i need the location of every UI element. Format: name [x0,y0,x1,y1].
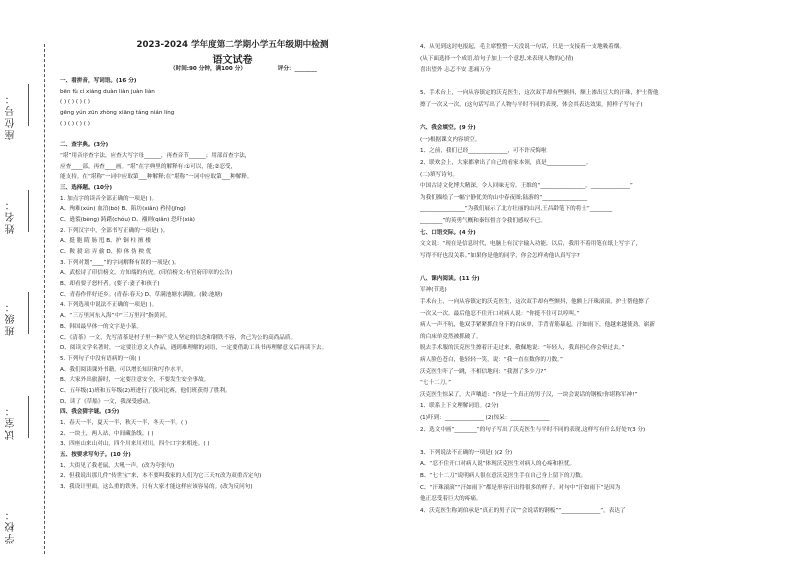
margin-label-class: 班级： [6,300,17,336]
exam-title: 2023-2024 学年度第二学期小学五年级期中检测 [136,40,329,50]
right-line: 2、选文中画“________”的句子写出了沃克医生与平时不同的表现,这样写有什么好处?(3 分) [420,426,646,433]
right-line: 喜出望外 忐忑不安 悲痛万分 [420,67,491,74]
right-line: B、“七十二刀”说明病人很在意沃克医生手在自己身上留下的刀数。 [420,472,587,479]
binding-dashline [44,44,45,554]
right-line: 他正忍受着巨大的疼痛。 [420,496,482,503]
left-line: bēn fù cí xiáng duàn liàn juàn liàn [60,88,155,95]
left-line: ( ) ( ) ( ) ( ) [60,120,90,127]
left-line: C、《清茶》一文，先写清茶是村子里一种产党人坚定的信念和钢铁不容，舍己为公的高尚品质。 [60,334,297,341]
right-line: 文文说：“现在是信息时代，电脑上有汉字输入功能，以后，我用不着用笔在纸上写字了， [420,241,642,248]
right-line: ________”的英勇气概和秦钰督言令我们感叹不已。 [420,217,546,224]
right-line [420,77,765,89]
margin-label-name: 姓名： [6,198,17,234]
left-line: A、我们阅读课外书籍，可以增长知识和写作水平。 [60,366,187,373]
right-line: 写得不好也没关系。”如果你是他的同学，你会怎样劝他认真写字? [420,252,580,259]
left-line: 三、选择题。(10分) [60,184,113,191]
margin-line [28,292,29,334]
left-line: 一、看拼音，写词语。(16 分) [60,78,137,84]
score-label: 评分：________ [277,66,317,72]
margin-line [28,84,29,126]
left-line: 能支持。在“堪称”一词中应取第___种解释;在“堪称”一词中应取第___种解释。 [60,174,253,181]
left-line: B、大家外出旅游时，一定要注意安全，不要发生安全事故。 [60,377,210,384]
right-line: 脱去手术服的沃克医生擦着汗走过来，敬佩地说：“年轻人，我真担心你会晕过去。” [420,345,625,352]
left-line: 二、查字典。(3分) [60,142,109,149]
left-line: A、挺 胞 隋 肠 甩 B、护 铜 柱 擅 楼 [60,238,151,245]
right-line: 4、沃克医生称刘伯承是“真正的男子汉”“会说话的钢板”“______________”，表达了 [420,507,626,514]
left-line: ( ) ( ) ( ) ( ) [60,99,90,106]
right-line: ________________”为我们展示了北方壮丽的山河,王昌龄笔下的将士“________ [420,206,613,213]
right-line: 中国古诗文化博大精深，令人回味无穷。王维的“________________，______________” [420,183,633,190]
left-line: 4. 下列选项中说法不正确的一项是( )。 [60,302,158,309]
left-line: B、韩国最早体一的文字是小篆。 [60,323,143,330]
right-line: A、“忍不住开口对病人说”体现沃克医生对病人的心疼和担忧。 [420,461,576,468]
right-line: (二)填写诗句。 [420,171,458,178]
left-line: A、武松诗了印信榜文，方知端的有虎。(印信榜文:有官府印章的公告) [60,270,233,277]
right-line: 2、联欢会上，大家都拿出了自己的看家本领，真是______________。 [420,159,592,166]
left-line: 3、我设计里面，这么重的铁务，只有大家才能这样应该容易的。(改为反问句) [60,484,253,491]
margin-label-seat: 座位号： [6,92,17,140]
left-line: C、五年级(1)班和五年级(2)班进行了拔河比赛，他们班获得了胜利。 [60,387,231,394]
right-line: 八、课内阅读。(11 分) [420,275,480,282]
right-line: 病人脸色苍白，他轻轻一笑，说：“我一直在数你的刀数。” [420,357,563,364]
right-line: 六、我会填空。(9 分) [420,125,476,132]
left-line: 2. 下列汉字中，全部书写正确的一项是( )。 [60,227,169,234]
left-line: C、青春作伴好还乡。(青春:春天) D、草满池塘水满陂。(陂:池塘) [60,291,223,298]
right-line: “七十二刀。” [420,380,451,387]
right-line: 4、从见到这封电报起，毛主席整整一天没说一句话，只是一支接着一支地吸着烟。 [420,44,625,50]
right-line: C、“汗珠滚滚”“汗如雨下”都是形容汗出得很多的样子。对句中“汗如雨下”是因为 [420,484,621,491]
right-line: 病人一声不吭，他双手紧紧抓住身下的白床单，手背青筋暴起，汗如雨下，他越来越使劲，崭新 [420,322,655,329]
right-line [420,262,765,274]
left-line: B、却看要子怒杆者。(要子:妻子和孩子) [60,281,160,288]
left-line: 2、一块土，两人站，中间藏条线。( ) [60,430,154,437]
left-line: 3、四座山来山对山，四个川来川对川，四个口字来相连。( ) [60,441,210,448]
left-line: “堪”用音序查字法，应查大写字母______，再查音节______；用部首查字法， [60,152,251,159]
right-line: 5、手术台上，一向从容镇定的沃克医生，这次双手却有些颤抖，额上渗出豆大的汗珠，护士帮他 [420,90,659,97]
right-line: 军神(节选) [420,287,447,294]
left-column [60,76,405,493]
left-line: 五、按要求写句子。(10 分) [60,452,131,459]
left-line: D、读了《草船》一文，我深受感动。 [60,398,154,405]
right-line: 的白床单竟然被抓破了。 [420,333,482,340]
right-line: 3、下列说法不正确的一项是( )(2 分) [420,449,513,456]
exam-subject: 语文试卷 [212,55,253,66]
left-line: 2、但我说出那几件“传世宝”来，本不要叫我家的人们为它三天?(改为双重否定句) [60,473,262,480]
binding-margin [0,0,56,562]
right-line: (1)吓到：______________ (2)惊呆：______________ [420,415,550,421]
right-line: 1、联系上下文理解词语。(2分) [420,403,499,410]
margin-label-room: 试室： [6,404,17,440]
right-line: 沃克医生吓了一跳，不相信地问：“我割了多少刀?” [420,368,547,375]
left-line: 1. 加点字的读音全部正确的一项是( )。 [60,195,158,202]
left-line: A、殉难(xún) 血泊(bó) B、陷坊(xiǎn) 矜持(jīng) [60,206,186,213]
right-line: 擦了一次又一次。(这句话写出了人物与平时不同的表现，体会其表达效果，照样子写句子) [420,101,643,108]
right-line: (一)根据课文内容填空。 [420,136,481,143]
margin-label-school: 学校： [6,508,17,544]
left-line: 四、我会猜字谜。(3分) [60,409,120,416]
right-line [420,112,765,124]
left-line: 应查____部，再查____画。“堪”在字典里的解释有:①可以，能;②忍受， [60,163,237,170]
left-line: gēng yún zūn zhòng xiāng táng nián líng [60,110,175,117]
left-line: C、逊裂(bèng) 踌躇(chóu) D、襁则(qiǎn) 恐吓(xià) [60,216,195,223]
right-line: 为我们描绘了一幅宁静优美的山中春夜图;陆游的“________________ [420,194,588,201]
left-line: 1、大街见了我老鼠，大吼一声。(改为夸张句) [60,462,175,469]
left-line: D、阅读文学名著时，一定要注意文人作品，遇到难理解的词语，一定要借助工具书再理解意义后再读下去。 [60,345,328,352]
exam-info [60,64,405,72]
right-line: 手术台上，一向从容镇定的沃克医生，这次双手却有些颤抖，他额上汗珠滚滚，护士帮他擦了 [420,299,650,306]
right-line: 1、之前，我们已经______________，可不许反悔啦 [420,148,547,155]
left-line: 3. 下列对划“____”的字词解释有误的一项是( )。 [60,259,180,266]
time-info: （时间:90 分钟，满100 分） [170,66,246,72]
right-line: (从下面选择一个成语,给句子加上一个意思,来表现人物的心情) [420,55,574,62]
right-line: 沃克医生惊呆了，大声嚷道：“你是一个真正的男子汉，一块会说话的钢板!你堪称军神!” [420,391,638,398]
margin-line [28,190,29,232]
left-line: C、鞍 殺 玷 弄 偷 D、抑 休 伪 秧 优 [60,249,152,255]
left-line: 5. 下列句子中没有语病的一项( ) [60,355,141,362]
right-line: 一次又一次。最后他忍不住开口对病人说：“你挺不住可以哼叫。” [420,310,580,317]
right-line: 七、口语交际。(4 分) [420,229,476,236]
left-line: A、“三万里河东入海”中“三万里河”指黄河。 [60,313,171,320]
margin-line [28,396,29,438]
left-line [60,129,405,140]
left-line: 1、春天一半，夏天一半，秋天一半，冬天一半。( ) [60,420,188,426]
right-line [420,436,765,448]
right-column [420,42,765,517]
